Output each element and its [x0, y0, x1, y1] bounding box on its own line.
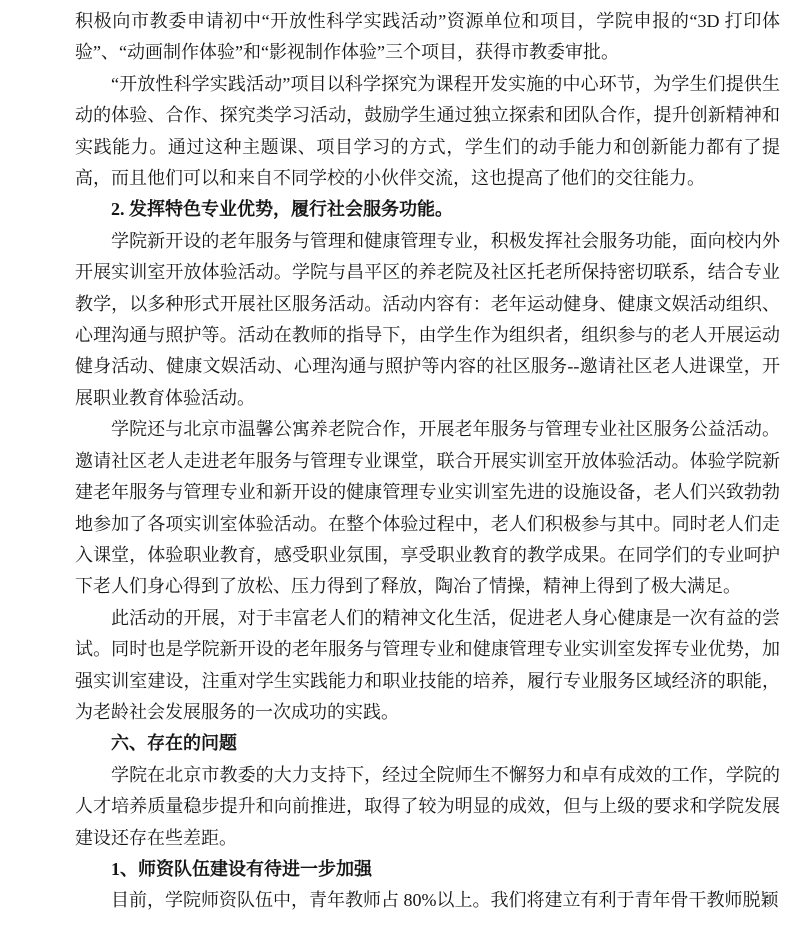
paragraph: 积极向市教委申请初中“开放性科学实践活动”资源单位和项目，学院申报的“3D 打印体验”、“动画制作体验”和“影视制作体验”三个项目，获得市教委审批。: [75, 11, 780, 63]
paragraph: 学院新开设的老年服务与管理和健康管理专业，积极发挥社会服务功能，面向校内外开展实训室开放体验活动。学院与昌平区的养老院及社区托老所保持密切联系，结合专业教学，以多种形式开展社区服务活动。活动内容有：老年运动健身、健康文娱活动组织、心理沟通与照护等。活动在教师的指导下，由学生作为组织者，组织参与的老人开展运动健身活动、健康文娱活动、心理沟通与照护等内容的社区服务--邀请社区老人进课堂，开展职业教育体验活动。: [75, 230, 780, 408]
paragraph: 学院还与北京市温馨公寓养老院合作，开展老年服务与管理专业社区服务公益活动。邀请社区老人走进老年服务与管理专业课堂，联合开展实训室开放体验活动。体验学院新建老年服务与管理专业和新开设的健康管理专业实训室先进的设施设备，老人们兴致勃勃地参加了各项实训室体验活动。在整个体验过程中，老人们积极参与其中。同时老人们走入课堂，体验职业教育，感受职业氛围，享受职业教育的教学成果。在同学们的专业呵护下老人们身心得到了放松、压力得到了释放，陶冶了情操，精神上得到了极大满足。: [75, 419, 780, 597]
document-body: [75, 6, 780, 917]
section-heading: 1、师资队伍建设有待进一步加强: [111, 858, 372, 879]
paragraph: 目前，学院师资队伍中，青年教师占 80%以上。我们将建立有利于青年骨干教师脱颖: [111, 890, 779, 911]
paragraph: 学院在北京市教委的大力支持下，经过全院师生不懈努力和卓有成效的工作，学院的人才培养质量稳步提升和向前推进，取得了较为明显的成效，但与上级的要求和学院发展建设还存在些差距。: [75, 764, 780, 848]
paragraph: 此活动的开展，对于丰富老人们的精神文化生活，促进老人身心健康是一次有益的尝试。同时也是学院新开设的老年服务与管理专业和健康管理专业实训室发挥专业优势，加强实训室建设，注重对学生实践能力和职业技能的培养，履行专业服务区域经济的职能，为老龄社会发展服务的一次成功的实践。: [75, 607, 780, 722]
paragraph: “开放性科学实践活动”项目以科学探究为课程开发实施的中心环节，为学生们提供生动的体验、合作、探究类学习活动，鼓励学生通过独立探索和团队合作，提升创新精神和实践能力。通过这种主题课、项目学习的方式，学生们的动手能力和创新能力都有了提高，而且他们可以和来自不同学校的小伙伴交流，这也提高了他们的交往能力。: [75, 73, 780, 189]
section-heading: 六、存在的问题: [111, 733, 237, 754]
section-heading: 2. 发挥特色专业优势，履行社会服务功能。: [111, 199, 453, 220]
